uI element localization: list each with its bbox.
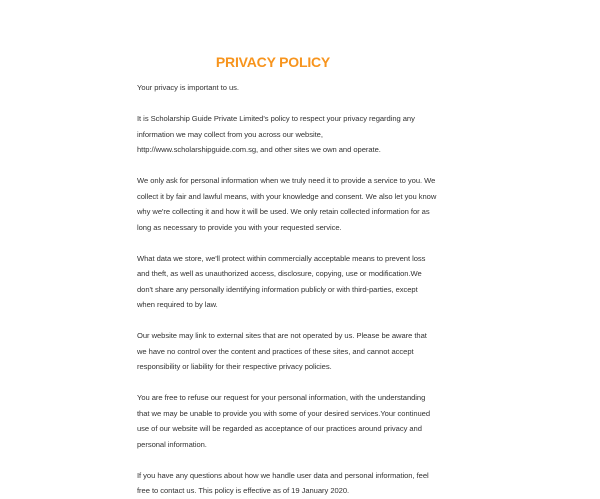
paragraph-contact: If you have any questions about how we handle user data and personal information, feel free to contact us. This policy is effective as of 19 January 2020.	[137, 470, 429, 495]
page-title: PRIVACY POLICY	[215, 54, 331, 70]
policy-body	[137, 80, 437, 499]
paragraph-external-links: Our website may link to external sites that are not operated by us. Please be aware that we have no control over the content and practices of these sites, and cannot accept responsibility or liability for their respective privacy policies.	[137, 331, 427, 371]
paragraph-information-collection: We only ask for personal information when we truly need it to provide a service to you. We collect it by fair and lawful means, with your knowledge and consent. We also let you know why we're collecting it and how it will be used. We only retain collected information for as long as necessary to provide you with your requested service.	[137, 176, 437, 232]
paragraph-data-protection: What data we store, we'll protect within commercially acceptable means to prevent loss and theft, as well as unauthorized access, disclosure, copying, use or modification.We don't share any personally identifying information publicly or with third-parties, except when required to by law.	[137, 253, 426, 309]
paragraph-policy-statement: It is Scholarship Guide Private Limited's policy to respect your privacy regarding any information we may collect from you across our website, http://www.scholarshipguide.com.sg, and other sites we own and operate.	[137, 114, 415, 154]
paragraph-refusal: You are free to refuse our request for your personal information, with the understanding that we may be unable to provide you with some of your desired services.Your continued use of our website will be regarded as acceptance of our practices around privacy and personal information.	[137, 393, 431, 449]
paragraph-intro: Your privacy is important to us.	[137, 83, 239, 92]
